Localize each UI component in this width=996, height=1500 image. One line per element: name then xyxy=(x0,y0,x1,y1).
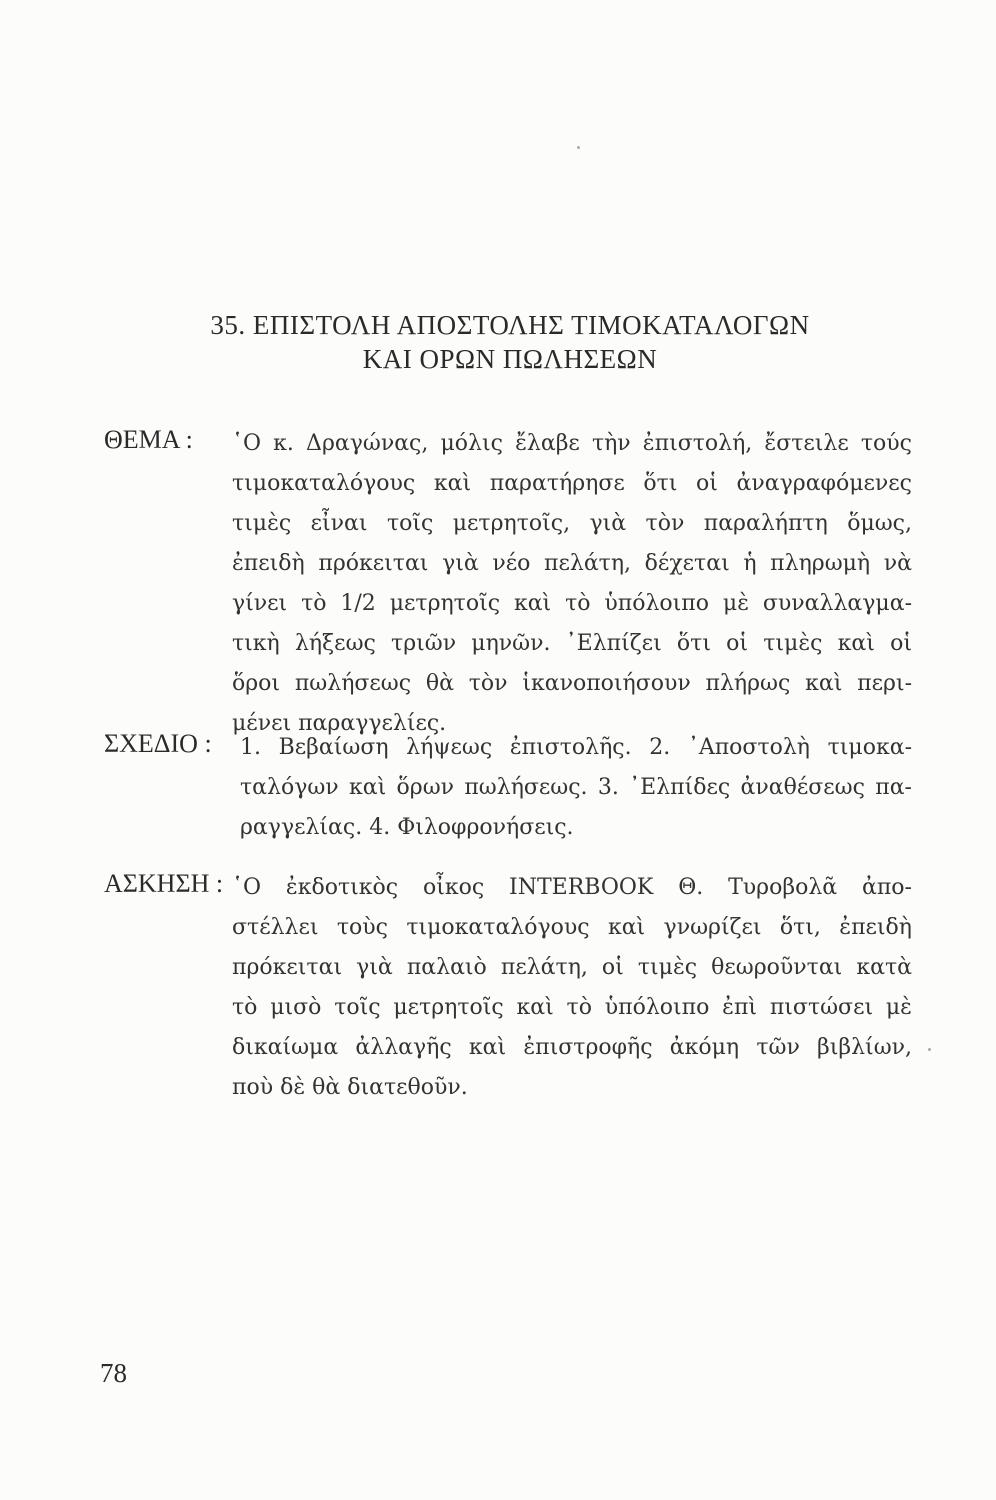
section-label-askisi: ΑΣΚΗΣΗ : xyxy=(104,869,224,898)
body-line: δικαίωμα ἀλλαγῆς καὶ ἐπιστροφῆς ἀκόμη τῶν βιβλίων, xyxy=(232,1035,912,1060)
body-line: 1. Βεβαίωση λήψεως ἐπιστολῆς. 2. ᾿Αποστολὴ τιμοκα- xyxy=(240,735,912,760)
body-line: ῾Ο ἐκδοτικὸς οἶκος INTERBOOK Θ. Τυροβολᾶ ἀπο- xyxy=(232,875,912,900)
page-number: 78 xyxy=(100,1358,127,1388)
body-line: ῾Ο κ. Δραγώνας, μόλις ἔλαβε τὴν ἐπιστολή, ἔστειλε τούς xyxy=(232,431,912,456)
body-line: ἐπειδὴ πρόκειται γιὰ νέο πελάτη, δέχεται ἡ πληρωμὴ νὰ xyxy=(232,551,912,576)
body-line: πρόκειται γιὰ παλαιὸ πελάτη, οἱ τιμὲς θεωροῦνται κατὰ xyxy=(232,955,912,980)
scan-speck xyxy=(928,1048,931,1051)
body-line: μένει παραγγελίες. xyxy=(232,711,447,736)
section-label-schedio: ΣΧΕΔΙΟ : xyxy=(104,729,212,758)
body-line: ὅροι πωλήσεως θὰ τὸν ἱκανοποιήσουν πλήρως καὶ περι- xyxy=(232,671,912,696)
section-body-askisi xyxy=(232,868,912,1108)
body-line: τιμὲς εἶναι τοῖς μετρητοῖς, γιὰ τὸν παραλήπτη ὅμως, xyxy=(232,511,912,536)
body-line: ραγγελίας. 4. Φιλοφρονήσεις. xyxy=(240,815,574,840)
body-line: ποὺ δὲ θὰ διατεθοῦν. xyxy=(232,1075,468,1100)
section-body-thema xyxy=(232,424,912,744)
section-label-thema: ΘΕΜΑ : xyxy=(104,425,193,454)
title-line-1: 35. ΕΠΙΣΤΟΛΗ ΑΠΟΣΤΟΛΗΣ ΤΙΜΟΚΑΤΑΛΟΓΩΝ xyxy=(210,310,810,340)
body-line: γίνει τὸ 1/2 μετρητοῖς καὶ τὸ ὑπόλοιπο μὲ συναλλαγμα- xyxy=(232,591,912,616)
body-line: τιμοκαταλόγους καὶ παρατήρησε ὅτι οἱ ἀναγραφόμενες xyxy=(232,471,912,496)
scan-speck xyxy=(577,146,580,149)
section-body-schedio xyxy=(240,728,912,848)
body-line: στέλλει τοὺς τιμοκαταλόγους καὶ γνωρίζει ὅτι, ἐπειδὴ xyxy=(232,915,912,940)
body-line: ταλόγων καὶ ὅρων πωλήσεως. 3. ᾿Ελπίδες ἀναθέσεως πα- xyxy=(240,775,912,800)
body-line: τὸ μισὸ τοῖς μετρητοῖς καὶ τὸ ὑπόλοιπο ἐπὶ πιστώσει μὲ xyxy=(232,995,912,1020)
title-line-2: ΚΑΙ ΟΡΩΝ ΠΩΛΗΣΕΩΝ xyxy=(362,344,658,374)
page-title xyxy=(140,308,880,376)
body-line: τικὴ λήξεως τριῶν μηνῶν. ᾿Ελπίζει ὅτι οἱ τιμὲς καὶ οἱ xyxy=(232,631,912,656)
